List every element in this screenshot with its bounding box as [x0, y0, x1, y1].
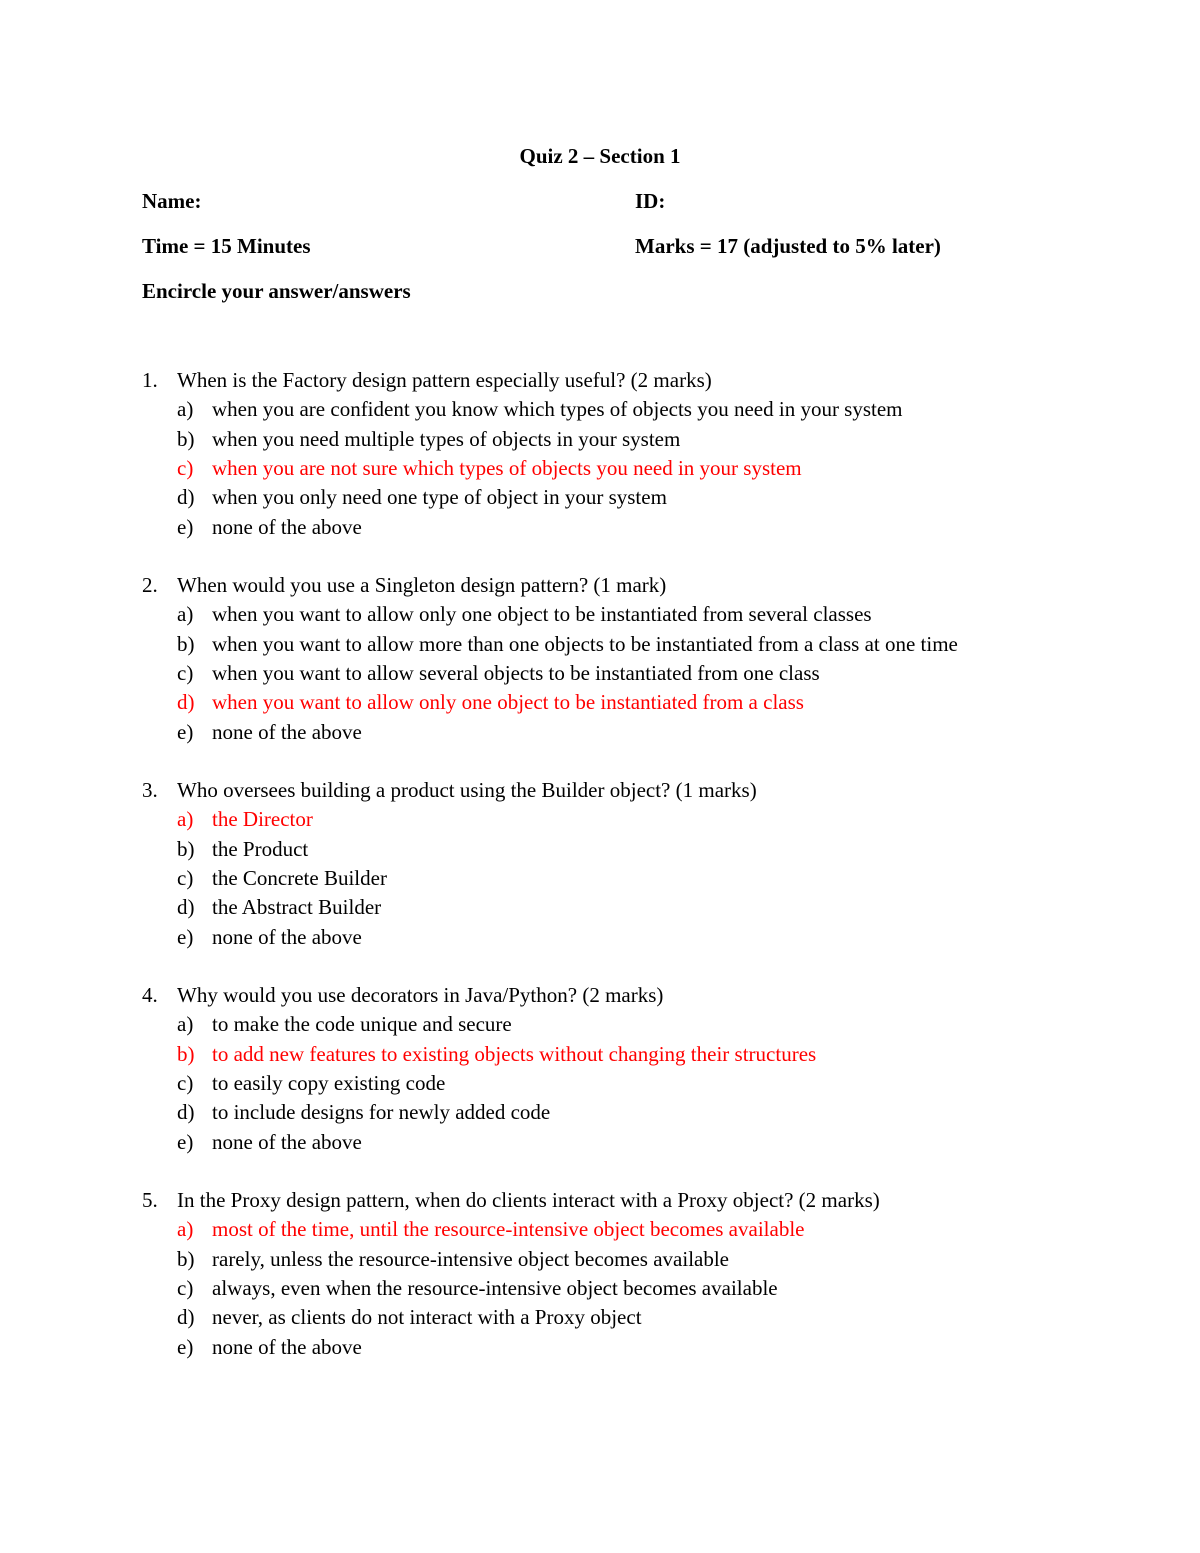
answer-option[interactable] — [0, 1040, 1200, 1069]
answer-option[interactable] — [0, 1010, 1200, 1039]
answer-option[interactable] — [0, 1098, 1200, 1127]
answer-option[interactable] — [0, 805, 1200, 834]
answer-option[interactable] — [0, 395, 1200, 424]
option-letter: c) — [177, 455, 194, 480]
option-letter: a) — [177, 1012, 194, 1037]
answer-option[interactable] — [0, 600, 1200, 629]
option-text: always, even when the resource-intensive object becomes available — [212, 1275, 778, 1300]
option-text: none of the above — [212, 719, 362, 744]
option-letter: a) — [177, 602, 194, 627]
question-number: 1. — [142, 368, 158, 392]
option-text: when you want to allow more than one objects to be instantiated from a class at one time — [212, 631, 958, 656]
answer-option[interactable] — [0, 1215, 1200, 1244]
option-text: when you are not sure which types of objects you need in your system — [212, 455, 802, 480]
instruction-text: Encircle your answer/answers — [142, 279, 411, 303]
option-letter: a) — [177, 1217, 194, 1242]
option-text: to add new features to existing objects without changing their structures — [212, 1041, 817, 1066]
question-text: When is the Factory design pattern especially useful? (2 marks) — [177, 368, 712, 392]
option-text: the Director — [212, 807, 313, 832]
answer-option[interactable] — [0, 718, 1200, 747]
name-label: Name: — [142, 189, 202, 213]
answer-option[interactable] — [0, 923, 1200, 952]
page-title: Quiz 2 – Section 1 — [519, 144, 681, 168]
marks-label: Marks = 17 (adjusted to 5% later) — [635, 234, 941, 258]
time-label: Time = 15 Minutes — [142, 234, 311, 258]
option-letter: c) — [177, 1070, 194, 1095]
answer-option[interactable] — [0, 1333, 1200, 1362]
answer-option[interactable] — [0, 893, 1200, 922]
question-text: Why would you use decorators in Java/Python? (2 marks) — [177, 983, 664, 1007]
option-letter: d) — [177, 1100, 195, 1125]
option-letter: b) — [177, 836, 195, 861]
answer-option[interactable] — [0, 1303, 1200, 1332]
option-text: to make the code unique and secure — [212, 1012, 512, 1037]
option-letter: b) — [177, 426, 195, 451]
option-letter: d) — [177, 1305, 195, 1330]
option-text: when you want to allow several objects to be instantiated from one class — [212, 660, 820, 685]
answer-option[interactable] — [0, 630, 1200, 659]
option-letter: d) — [177, 485, 195, 510]
option-letter: e) — [177, 1334, 194, 1359]
option-text: the Abstract Builder — [212, 895, 382, 920]
question-number: 4. — [142, 983, 158, 1007]
question-number: 3. — [142, 778, 158, 802]
option-letter: b) — [177, 1246, 195, 1271]
id-label: ID: — [635, 189, 666, 213]
option-text: rarely, unless the resource-intensive object becomes available — [212, 1246, 730, 1271]
option-text: when you need multiple types of objects in your system — [212, 426, 681, 451]
answer-option[interactable] — [0, 659, 1200, 688]
option-text: when you are confident you know which types of objects you need in your system — [212, 397, 903, 422]
question-text: When would you use a Singleton design pattern? (1 mark) — [177, 573, 667, 597]
option-text: the Product — [212, 836, 309, 861]
option-text: none of the above — [212, 1334, 362, 1359]
option-text: when you want to allow only one object to be instantiated from several classes — [212, 602, 872, 627]
option-text: none of the above — [212, 514, 362, 539]
option-letter: e) — [177, 719, 194, 744]
option-letter: b) — [177, 631, 195, 656]
option-letter: d) — [177, 690, 195, 715]
option-letter: e) — [177, 924, 194, 949]
option-letter: b) — [177, 1041, 195, 1066]
answer-option[interactable] — [0, 454, 1200, 483]
answer-option[interactable] — [0, 1245, 1200, 1274]
option-text: never, as clients do not interact with a Proxy object — [212, 1305, 642, 1330]
option-text: to easily copy existing code — [212, 1070, 446, 1095]
option-letter: d) — [177, 895, 195, 920]
question-text: Who oversees building a product using the Builder object? (1 marks) — [177, 778, 757, 802]
option-text: when you only need one type of object in your system — [212, 485, 667, 510]
answer-option[interactable] — [0, 688, 1200, 717]
option-letter: a) — [177, 397, 194, 422]
question-text: In the Proxy design pattern, when do clients interact with a Proxy object? (2 marks) — [177, 1188, 880, 1212]
option-letter: e) — [177, 1129, 194, 1154]
option-letter: a) — [177, 807, 194, 832]
option-text: most of the time, until the resource-intensive object becomes available — [212, 1217, 805, 1242]
answer-option[interactable] — [0, 483, 1200, 512]
option-text: when you want to allow only one object to be instantiated from a class — [212, 690, 804, 715]
option-text: none of the above — [212, 1129, 362, 1154]
option-text: the Concrete Builder — [212, 865, 387, 890]
answer-option[interactable] — [0, 864, 1200, 893]
answer-option[interactable] — [0, 1274, 1200, 1303]
option-letter: e) — [177, 514, 194, 539]
answer-option[interactable] — [0, 425, 1200, 454]
question-number: 5. — [142, 1188, 158, 1212]
option-letter: c) — [177, 660, 194, 685]
option-letter: c) — [177, 1275, 194, 1300]
answer-option[interactable] — [0, 1128, 1200, 1157]
question-number: 2. — [142, 573, 158, 597]
option-text: none of the above — [212, 924, 362, 949]
answer-option[interactable] — [0, 513, 1200, 542]
option-text: to include designs for newly added code — [212, 1100, 551, 1125]
answer-option[interactable] — [0, 835, 1200, 864]
option-letter: c) — [177, 865, 194, 890]
answer-option[interactable] — [0, 1069, 1200, 1098]
